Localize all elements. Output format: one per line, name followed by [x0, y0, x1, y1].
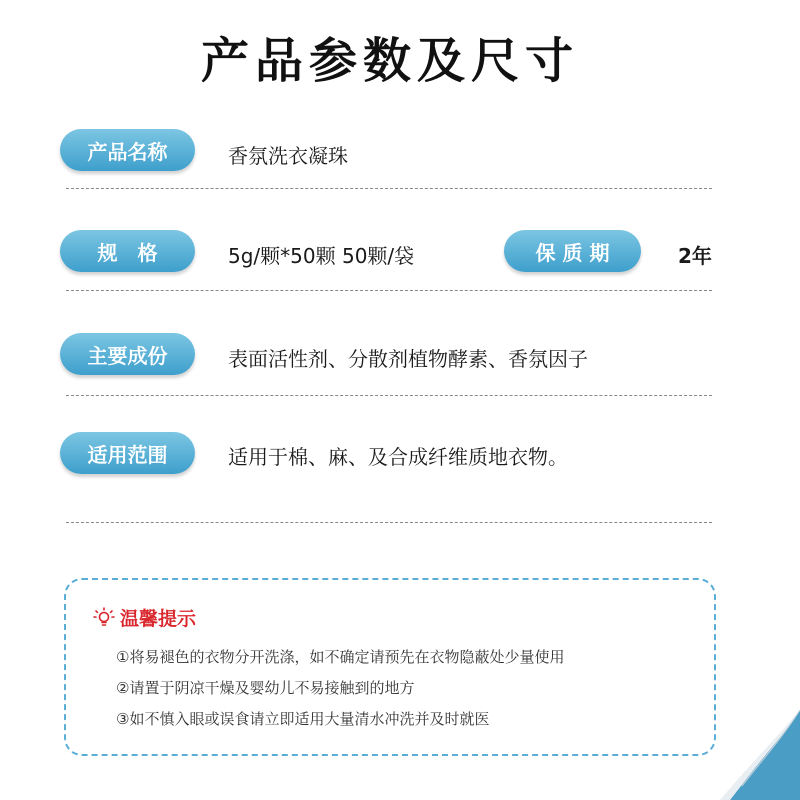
tips-header [92, 604, 196, 631]
value-product-name: 香氛洗衣凝珠 [228, 144, 348, 168]
value-ingredients: 表面活性剂、分散剂植物酵素、香氛因子 [228, 347, 588, 371]
label-ingredients: 主要成份 [60, 333, 195, 375]
tip-item: ③如不慎入眼或误食请立即适用大量清水冲洗并及时就医 [116, 710, 490, 728]
label-shelf-life: 保 质 期 [504, 230, 641, 272]
value-shelf-life: 2年 [678, 244, 712, 268]
divider [66, 395, 712, 396]
page-curl-decoration [690, 700, 800, 800]
tip-item: ②请置于阴凉干燥及婴幼儿不易接触到的地方 [116, 679, 415, 697]
tips-title: 温馨提示 [120, 608, 197, 630]
label-product-name: 产品名称 [60, 129, 195, 171]
label-spec: 规 格 [60, 230, 195, 272]
divider [66, 522, 712, 523]
tips-box [64, 578, 716, 756]
divider [66, 290, 712, 291]
value-spec: 5g/颗*50颗 50颗/袋 [228, 244, 415, 268]
lightbulb-icon [92, 606, 116, 630]
value-scope: 适用于棉、麻、及合成纤维质地衣物。 [228, 445, 568, 469]
label-scope: 适用范围 [60, 432, 195, 474]
page-title: 产品参数及尺寸 [200, 33, 579, 89]
tip-item: ①将易褪色的衣物分开洗涤，如不确定请预先在衣物隐蔽处少量使用 [116, 648, 565, 666]
divider [66, 188, 712, 189]
